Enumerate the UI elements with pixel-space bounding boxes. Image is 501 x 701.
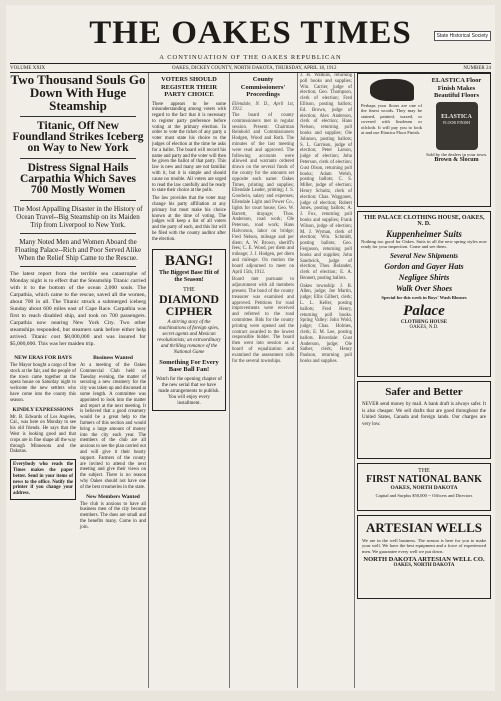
artesian-title: ARTESIAN WELLS (366, 520, 482, 535)
place-date: OAKES, DICKEY COUNTY, NORTH DAKOTA, THURSDAY, APRIL 18, 1912 (172, 65, 337, 71)
ad-something: Something For Every Base Ball Fan! (159, 358, 219, 374)
kuppenheimer-body: Nothing too good for Oakes. Suits in all the new spring styles now ready for your inspection. Come and see them. (361, 239, 487, 250)
ad-watch: Watch for the opening chapter of the new serial that we have made arrangements to publish. You will enjoy every installment. (156, 376, 222, 406)
column-rule (354, 73, 355, 688)
paint-can-icon (436, 102, 478, 150)
voters-body-2: The law provides that the voter may change his party affiliation at any primary but must make his choice known at the time of voting. The judges will keep a list of all voters and the party of each, and this list will be filed with the county auditor after the election. (152, 196, 226, 242)
diamond-cipher-ad (152, 249, 226, 411)
kindly-heading: KINDLY EXPRESSIONS (12, 406, 74, 413)
ad-the: THE (183, 286, 195, 293)
elastica-body: Perhaps your floors are one of the finest woods. They may be stained, painted, waxed, or covered with linoleum or oilcloth. It will pay you to look at and use Elastica Floor Finish. (361, 103, 422, 136)
elastica-footer: Sold by the dealers in your town. (426, 151, 487, 157)
members-body: The club is anxious to have all business men of the city become members. The dues are small and the benefits many. Come in and join. (80, 501, 146, 530)
artesian-body: We are in the well business. The season is here for you to make your well. We have the best equipment and a force of experienced men. We guarantee every well we put down. (362, 538, 486, 554)
ad-title: DIAMOND CIPHER (159, 291, 219, 318)
can-label: ELASTICA (441, 113, 472, 120)
safer-title: Safer and Better (385, 386, 463, 398)
masthead-subtitle: A CONTINUATION OF THE OAKES REPUBLICAN (159, 54, 342, 61)
bank-ad (357, 463, 491, 511)
palace-sub: CLOTHING HOUSE (400, 320, 448, 326)
proceedings-body: J. H. Watkins, returning poll books and supplies; Wm. Carrier, judge of election; Geo. Thompson, clerk of election; Fred Ellison, posting ballots; Ed. Brown, judge of election; Alex Anderson, clerk of election; Hans Nelson, returning poll books and supplies; Ole Johnson, posting ballots; S. L. Garrison, judge of election; Peter Larson, judge of election; John Peterson, clerk of election; Gust Olson, returning poll books; Adam Welsh, posting ballots; C. S. Miller, judge of election; Henry Schultz, clerk of election; Chas. Waggoner, judge of election; Robert Jones, posting ballots; A. J. Fox, returning poll books and supplies; Frank Wilson, judge of election; M. J. Wyman, clerk of election; Wm. Schmidt, posting ballots; Geo. Ferguson, returning poll books and supplies; John Sandwick, judge of election; Thos. Bolander, clerk of election; E. A. Bennett, posting ballots. (300, 73, 352, 281)
news-eras-body: The Mayor bought a cargo of fine stock at the fair, and the people of the town came together at the opera house on Saturday night to welcome the new settlers who have come into the county this season. (10, 363, 76, 403)
titanic-body: The latest report from the terrible sea catastrophe of Monday night is to effect that the Steamship Titanic carried with it to the bottom of the ocean 2,000 souls. The Carpathia, which came to the rescue, saved all the women, about 700 in all. The Titanic struck a submerged iceberg Sunday about 600 miles east of Cape Race. Carpathia was first to reach disabled ship, and took on 700 passengers. Carpathia now nearing New York City. Two other steamships responded, but steamers sank before either help arrived. Titanic cost $8,000,000 and was insured for $5,000,000. This was her maiden trip. (10, 271, 146, 347)
gordon-heading: Gordon and Gayer Hats (384, 261, 464, 271)
negligee-heading: Negligee Shirts (398, 272, 450, 282)
commissioners-headline: County Commissioners' Proceedings (240, 76, 286, 98)
proceedings-column (300, 73, 352, 685)
issue-number: NUMBER 24 (463, 65, 491, 71)
commissioners-column (232, 73, 294, 685)
bank-name: FIRST NATIONAL BANK (366, 474, 482, 485)
dateline (10, 63, 491, 73)
palace-name: Palace (403, 303, 445, 320)
safer-ad (357, 381, 491, 459)
ad-description: A stirring story of the machinations of foreign spies, secret agents and Mexican revolutionists; an extraordinary and thrilling romance of the National Game (157, 319, 221, 355)
divider (20, 158, 136, 159)
kindly-body: Mr. B. Edwards of Los Angeles, Cal., was here on Monday to see his old friends. He says that the West is looking good and that crops are in fine shape all the way through Minnesota and the Dakotas. (10, 414, 76, 455)
artesian-place: OAKES, NORTH DAKOTA (393, 563, 455, 569)
shipments-heading: Several New Shipments (389, 251, 459, 260)
bank-place: OAKES, NORTH DAKOTA (390, 485, 458, 491)
newspaper-page (6, 5, 495, 691)
business-body: At a meeting of the Oakes Commercial Club held on Tuesday evening, the matter of securing a new creamery for the city was taken up and discussed at some length. A committee was appointed to look into the matter and report at the next meeting. It is believed that a good creamery would be a great help to the farmers of this section and would bring a large amount of money into the city each year. The members of the club are all anxious to see the plan carried out and will give it their hearty support. Farmers of the county are invited to attend the next meeting and give their views on the subject. There is no reason why Oakes should not have one of the best creameries in the state. (80, 363, 146, 490)
proceedings-body-2: Oakes township: J. B. Allen, judge; Joe Martin, judge; Ellis Gilbert, clerk; L. L. Keller, posting ballots; Fred Henry, returning poll books. Spring Valley: John Wold, judge; Chas. Holmes, clerk; E. M. Lee, posting ballots. Riverdale: Gust Anderson, judge; Ole Sather, clerk; Henry Paulson, returning poll books and supplies. (300, 283, 352, 365)
headline-main: Two Thousand Souls Go Down With Huge Steamship (10, 73, 146, 113)
kuppenheimer-heading: Kuppenheimer Suits (386, 229, 462, 239)
voters-body: There appears to be some misunderstanding among voters with regard to the fact that it is necessary to register party preference before voting at the primary election. In order to vote the ticket of any party a voter must state his choice to the judges of election at the time he asks for a ballot. The board will record his name and party and the voter will then be given the ballot of that party. This law is new and many are not familiar with it, but it is simple and should cause no trouble. All voters are urged to read the law carefully and be ready to state their choice at the polls. (152, 101, 226, 194)
business-heading: Business Wanted (93, 355, 133, 361)
palace-ad (357, 211, 491, 377)
divider (20, 266, 136, 267)
walkover-heading: Walk Over Shoes (395, 283, 453, 293)
elastica-title: ELASTICA Floor Finish Makes Beautiful Floors (431, 77, 482, 99)
column-rule (297, 73, 298, 688)
commissioners-body-2: Board met pursuant to adjournment with all members present. The bond of the county treasurer was examined and approved. Petitions for road improvements were received and referred to the road committee. Bids for the county printing were opened and the contract awarded to the lowest responsible bidder. The board then went into session as a board of equalization and examined the assessment rolls for the several townships. (232, 277, 294, 364)
voters-headline: VOTERS SHOULD REGISTER THEIR PARTY CHOICE (160, 76, 218, 98)
column-rule (148, 73, 149, 688)
archive-stamp: State Historical Society (434, 31, 491, 41)
commissioners-date: Ellendale, N. D., April 1st, 1912. (232, 101, 294, 113)
special-text: Special for this week in Boys' Wash Blouses (381, 294, 467, 300)
headline-carpathia: Distress Signal Hails Carpathia Which Saves 700 Mostly Women (19, 162, 137, 196)
ad-biggest: The Biggest Base Hit of the Season! (159, 269, 219, 283)
divider (20, 116, 136, 117)
artesian-company: NORTH DAKOTA ARTESIAN WELL CO. (363, 556, 485, 564)
shoe-illustration-icon (370, 79, 414, 101)
masthead-title: THE OAKES TIMES (89, 15, 412, 51)
headline-titanic: Titanic, Off New Foundland Strikes Iceberg on Way to New York (12, 120, 144, 154)
elastica-seller: Brown & Slocum (434, 156, 479, 163)
palace-place: OAKES, N.D. (409, 325, 439, 331)
news-eras-heading: NEW ERAS FOR BAYS (14, 355, 72, 361)
bank-the: THE (418, 468, 430, 474)
artesian-ad (357, 515, 491, 599)
bank-officers: Capital and Surplus $50,000 -- Officers and Directors (375, 493, 473, 498)
safer-body: NEVER send money by mail. A bank draft is always safer. It is also cheaper. We sell drafts that are good throughout the United States, Canada and foreign lands. Our charges are very low. (362, 402, 486, 427)
elastica-ad (357, 73, 491, 207)
ad-bang: BANG! (164, 252, 214, 269)
can-sublabel: FLOOR FINISH (442, 119, 470, 125)
voters-column (152, 73, 226, 685)
palace-title: THE PALACE CLOTHING HOUSE, OAKES, N. D. (363, 215, 485, 227)
deck-passengers: Many Noted Men and Women Aboard the Floating Palace--Rich and Poor Served Alike When the Relief Ship Came to the Rescue. (14, 238, 142, 262)
ads-column (357, 73, 491, 685)
titanic-story (10, 73, 146, 685)
notice-box: Everybody who reads the Times makes the paper better. Send in your items of news to the office. Notify the printer if you change your address. (10, 459, 76, 500)
divider (20, 233, 136, 234)
divider (20, 200, 136, 201)
members-heading: New Members Wanted (86, 493, 140, 500)
commissioners-body: The board of county commissioners met in regular session. Present: Chairman Reinhold and Commissioners Hodgen, Wood and Roth. The minutes of the last meeting were read and approved. The following accounts were allowed and warrants ordered drawn on the several funds of the county for the amounts set opposite each name: Oakes Times, printing and supplies; Ellendale Leader, printing; J. S. Goodwin, salary and expenses; Ellendale Light and Power Co., lights for court house; Geo. W. Barrett, drayage; Thos. Anderson, road work; Ole Peterson, road work; Hans Halvorson, labor on bridge; Fred Nelson, mileage and per diem; A. W. Brown, sheriff's fees; C. E. Wood, per diem and mileage; J. J. Hodgen, per diem and mileage. On motion the board adjourned to meet on April 15th, 1912. (232, 113, 294, 275)
deck-disaster: The Most Appalling Disaster in the History of Ocean Travel--Big Steamship on its Maiden Trip from Liverpool to New York. (13, 205, 143, 229)
column-rule (229, 73, 230, 688)
volume: VOLUME XXIX (10, 65, 46, 71)
